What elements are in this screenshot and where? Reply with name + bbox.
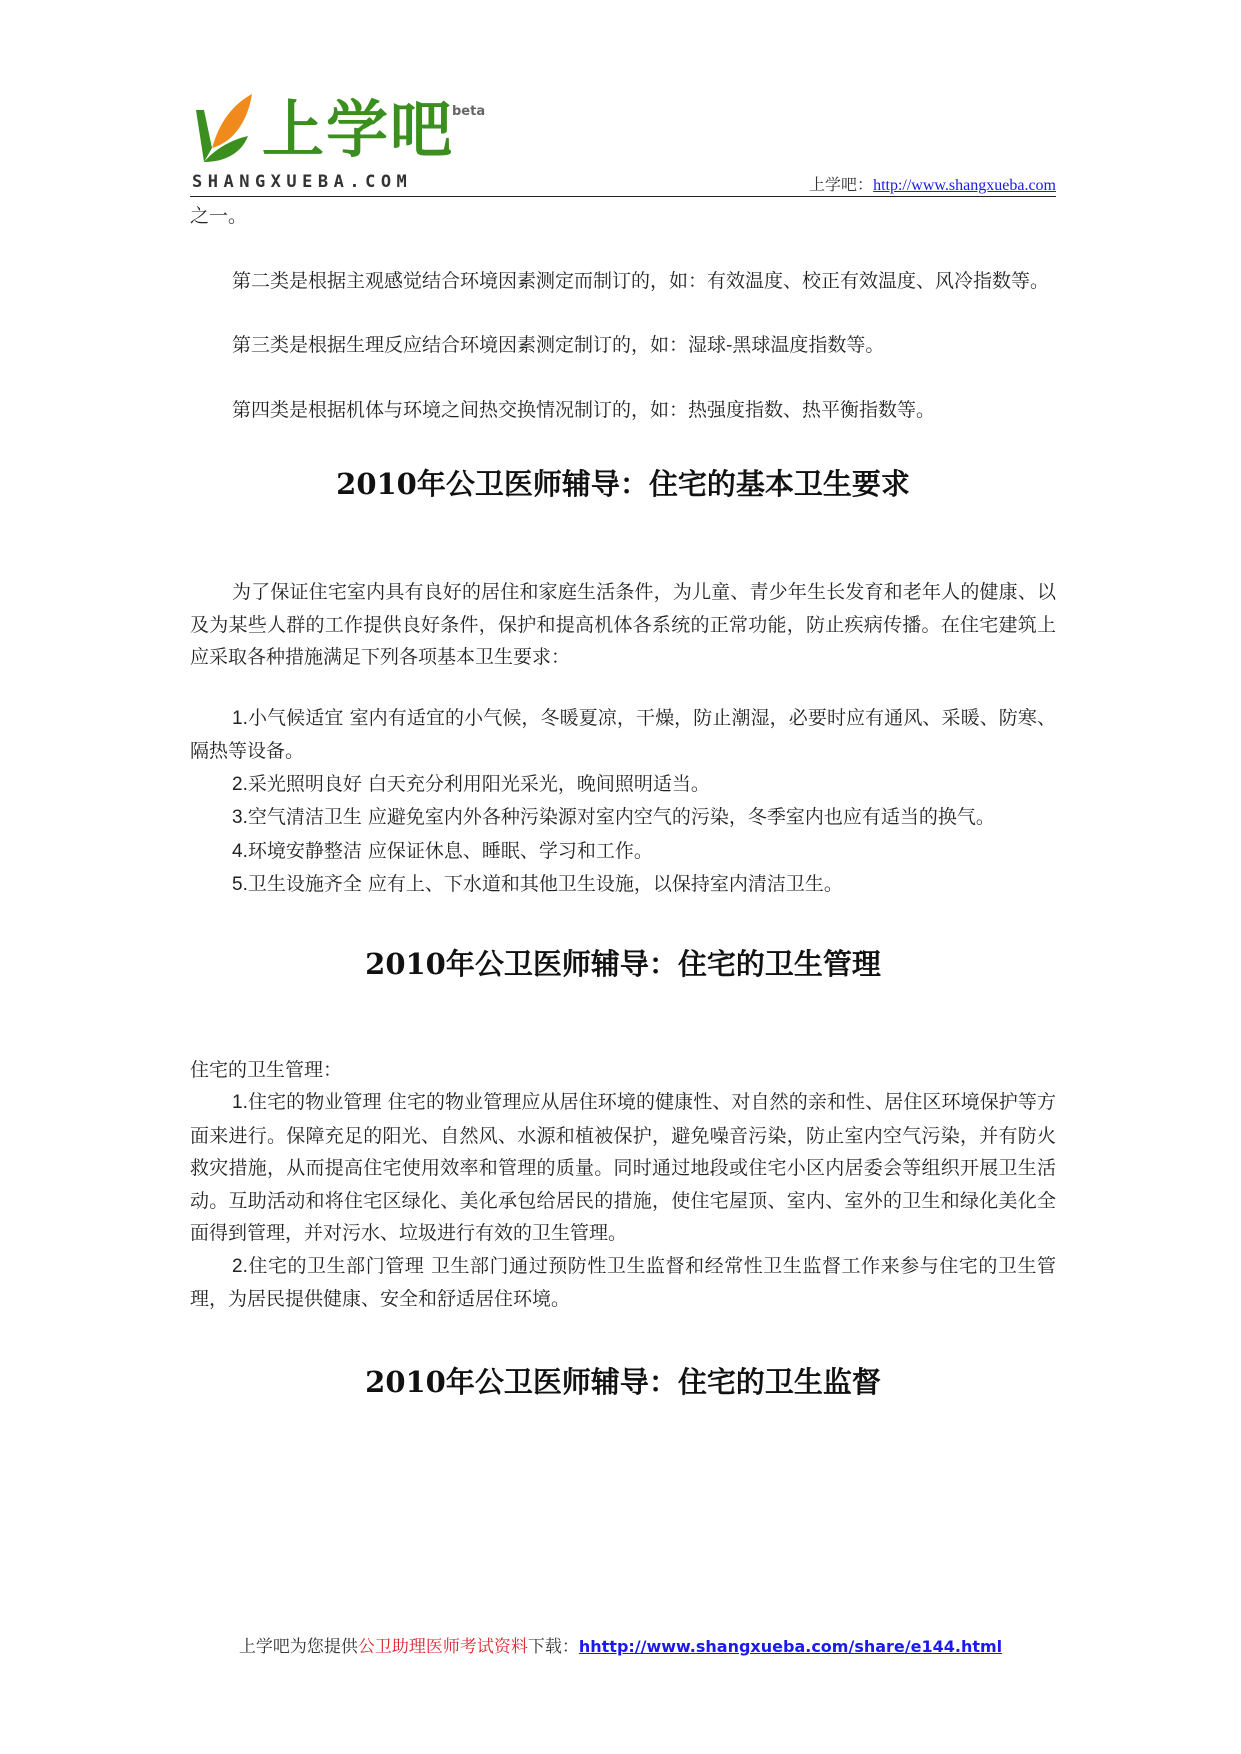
header-site-link-wrap: [809, 172, 1056, 195]
section-title-hygiene-management: 2010年公卫医师辅导：住宅的卫生管理: [365, 946, 881, 981]
list-item: 1.住宅的物业管理 住宅的物业管理应从居住环境的健康性、对自然的亲和性、居住区环境保护等方面来进行。保障充足的阳光、自然风、水源和植被保护，避免噪音污染，防止室内空气污染，并有防火救灾措施，从而提高住宅使用效率和管理的质量。同时通过地段或住宅小区内居委会等组织开展卫生活动。互助活动和将住宅区绿化、美化承包给居民的措施，使住宅屋顶、室内、室外的卫生和绿化美化全面得到管理，并对污水、垃圾进行有效的卫生管理。: [190, 1091, 1056, 1244]
leaf-logo-icon: [190, 90, 256, 170]
logo-beta: beta: [452, 104, 486, 119]
list-item: 2.住宅的卫生部门管理 卫生部门通过预防性卫生监督和经常性卫生监督工作来参与住宅的卫生管理，为居民提供健康、安全和舒适居住环境。: [190, 1254, 1056, 1310]
header-divider: [190, 196, 1056, 197]
list-item: 2.采光照明良好 白天充分利用阳光采光，晚间照明适当。: [232, 772, 710, 795]
footer-prefix: 上学吧为您提供: [238, 1637, 358, 1657]
document-body: [190, 200, 1056, 1402]
list-item: 4.环境安静整洁 应保证休息、睡眠、学习和工作。: [232, 839, 653, 862]
header-site-label: 上学吧：: [809, 177, 874, 194]
site-logo[interactable]: [190, 88, 490, 198]
logo-domain: SHANGXUEBA.COM: [192, 172, 413, 192]
header-site-link[interactable]: http://www.shangxueba.com: [873, 177, 1056, 194]
list-item: 5.卫生设施齐全 应有上、下水道和其他卫生设施，以保持室内清洁卫生。: [232, 873, 843, 895]
list-item: 1.小气候适宜 室内有适宜的小气候，冬暖夏凉，干燥，防止潮湿，必要时应有通风、采暖、防寒、隔热等设备。: [190, 706, 1056, 762]
page-header: [190, 88, 1056, 200]
section2-lead: 住宅的卫生管理：: [190, 1058, 343, 1081]
paragraph-type-4: 第四类是根据机体与环境之间热交换情况制订的，如：热强度指数、热平衡指数等。: [232, 398, 936, 421]
footer-suffix: 下载：: [527, 1637, 579, 1657]
footer-highlight[interactable]: 公卫助理医师考试资料: [357, 1637, 528, 1657]
paragraph-continuation: 之一。: [190, 205, 248, 227]
paragraph-type-2: 第二类是根据主观感觉结合环境因素测定而制订的，如：有效温度、校正有效温度、风冷指数等。: [232, 269, 1050, 292]
section-title-basic-requirements: 2010年公卫医师辅导：住宅的基本卫生要求: [336, 467, 910, 501]
logo-text: 上学吧: [262, 93, 455, 166]
section1-intro: 为了保证住宅室内具有良好的居住和家庭生活条件，为儿童、青少年生长发育和老年人的健康、以及为某些人群的工作提供良好条件，保护和提高机体各系统的正常功能，防止疾病传播。在住宅建筑上应采取各种措施满足下列各项基本卫生要求：: [190, 581, 1056, 668]
list-item: 3.空气清洁卫生 应避免室内外各种污染源对室内空气的污染，冬季室内也应有适当的换气。: [232, 806, 995, 828]
page-footer: [0, 1632, 1241, 1657]
footer-download-link[interactable]: hhttp://www.shangxueba.com/share/e144.html: [578, 1637, 1003, 1656]
section-title-hygiene-supervision: 2010年公卫医师辅导：住宅的卫生监督: [365, 1364, 881, 1399]
paragraph-type-3: 第三类是根据生理反应结合环境因素测定制订的，如：湿球-黑球温度指数等。: [232, 334, 885, 356]
